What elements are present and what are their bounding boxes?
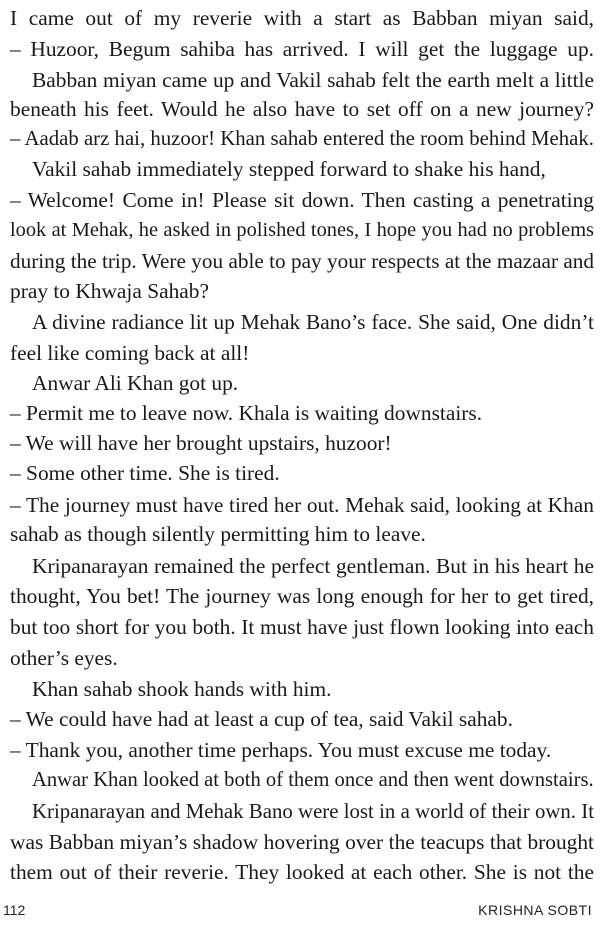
text-line: feel like coming back at all! [10,341,250,365]
text-line: thought, You bet! The journey was long enough for her to get tired, [10,584,594,608]
text-line: – Huzoor, Begum sahiba has arrived. I will get the luggage up. [10,37,594,61]
text-line: Vakil sahab immediately stepped forward to shake his hand, [32,157,546,181]
text-line: – Aadab arz hai, huzoor! Khan sahab entered the room behind Mehak. [10,127,594,150]
text-line: A divine radiance lit up Mehak Bano’s face. She said, One didn’t [32,310,594,334]
text-line: Kripanarayan and Mehak Bano were lost in a world of their own. It [32,800,594,823]
text-line: was Babban miyan’s shadow hovering over the teacups that brought [10,830,594,854]
text-line: I came out of my reverie with a start as Babban miyan said, [10,6,594,30]
running-head-author: KRISHNA SOBTI [478,902,592,918]
text-line: them out of their reverie. They looked at each other. She is not the [10,860,594,884]
text-line: – Some other time. She is tired. [10,461,280,485]
text-line: Anwar Khan looked at both of them once and then went downstairs. [32,769,594,791]
page-number: 112 [3,902,26,918]
text-line: Kripanarayan remained the perfect gentleman. But in his heart he [32,554,594,578]
text-line: during the trip. Were you able to pay your respects at the mazaar and [10,249,594,273]
text-line: – We will have her brought upstairs, huzoor! [10,431,392,455]
text-line: – We could have had at least a cup of tea, said Vakil sahab. [10,707,513,731]
text-line: Khan sahab shook hands with him. [32,677,332,701]
text-line: – The journey must have tired her out. Mehak said, looking at Khan [10,493,594,517]
text-line: beneath his feet. Would he also have to set off on a new journey? [10,97,594,121]
text-line: pray to Khwaja Sahab? [10,279,209,303]
text-line: other’s eyes. [10,646,118,670]
text-line: but too short for you both. It must have just flown looking into each [10,615,594,639]
text-line: Babban miyan came up and Vakil sahab felt the earth melt a little [32,68,594,92]
text-line: sahab as though silently permitting him to leave. [10,522,426,546]
text-line: look at Mehak, he asked in polished tones, I hope you had no problems [10,219,594,241]
page-footer [0,898,600,922]
text-line: – Permit me to leave now. Khala is waiting downstairs. [10,401,483,425]
text-line: Anwar Ali Khan got up. [32,371,239,395]
text-line: – Thank you, another time perhaps. You must excuse me today. [10,738,552,762]
text-line: – Welcome! Come in! Please sit down. Then casting a penetrating [10,188,594,212]
